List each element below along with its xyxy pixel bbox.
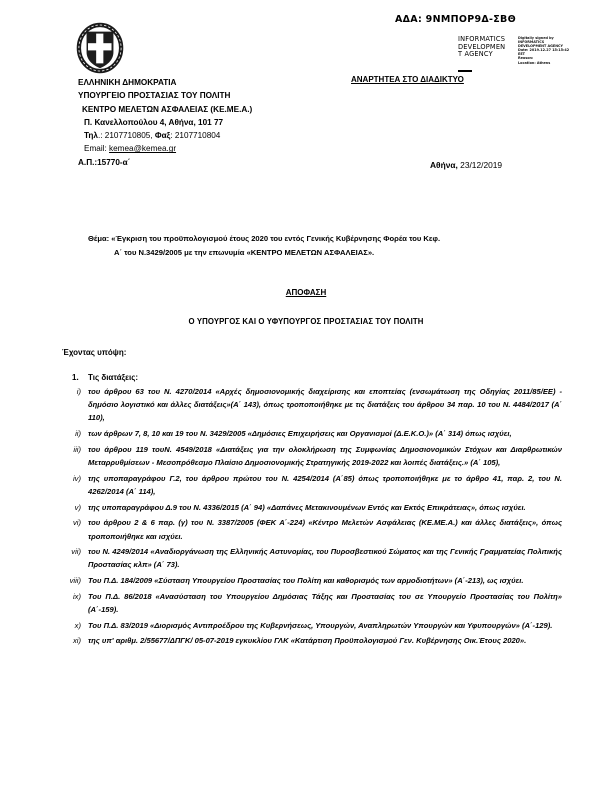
ada-code: ΑΔΑ: 9ΝΜΠΟΡ9Δ-ΣΒΘ bbox=[395, 14, 516, 25]
provision-item bbox=[62, 619, 562, 632]
signature-detail-line-5: EET bbox=[518, 52, 525, 57]
provisions-section bbox=[62, 373, 562, 650]
signature-detail-line-4: Date: 2019.12.27 15:15:42 bbox=[518, 48, 570, 53]
provision-item bbox=[62, 427, 562, 440]
provision-item bbox=[62, 545, 562, 571]
provision-item bbox=[62, 634, 562, 647]
provision-text: της υποπαραγράφου Δ.9 του Ν. 4336/2015 (Α΄ 94) «Δαπάνες Μετακινουμένων Εντός και Εκτός Επικράτειας», όπως ισχύει. bbox=[88, 502, 526, 512]
provision-item bbox=[62, 385, 562, 425]
provision-marker: vii) bbox=[71, 547, 81, 557]
provisions-number: 1. bbox=[72, 373, 79, 382]
signature-agency-line-2: DEVELOPMEN bbox=[458, 42, 506, 51]
provision-marker: viii) bbox=[69, 576, 81, 586]
fax-value: : 2107710804 bbox=[170, 131, 221, 141]
subject-line-2: Α΄ του Ν.3429/2005 με την επωνυμία «ΚΕΝΤΡΟ ΜΕΛΕΤΩΝ ΑΣΦΑΛΕΙΑΣ». bbox=[114, 248, 375, 257]
phone-label: Τηλ bbox=[84, 131, 98, 141]
letterhead bbox=[78, 76, 338, 169]
provision-text: των άρθρων 7, 8, 10 και 19 του Ν. 3429/2005 «Δημόσιες Επιχειρήσεις και Οργανισμοί (Δ.Ε.Κ.Ο.)» (Α΄ 314) όπως ισχύει, bbox=[88, 429, 512, 439]
signature-details bbox=[518, 36, 588, 65]
provisions-list bbox=[62, 385, 562, 648]
digital-signature-stamp bbox=[458, 36, 606, 65]
ministers-heading: Ο ΥΠΟΥΡΓΟΣ ΚΑΙ Ο ΥΦΥΠΟΥΡΓΟΣ ΠΡΟΣΤΑΣΙΑΣ ΤΟΥ ΠΟΛΙΤΗ bbox=[188, 317, 424, 326]
posted-online-notice: ΑΝΑΡΤΗΤΕΑ ΣΤΟ ΔΙΑΔΙΚΤΥΟ bbox=[351, 75, 464, 84]
provision-marker: xi) bbox=[72, 636, 81, 646]
letterhead-address: Π. Κανελλοπούλου 4, Αθήνα, 101 77 bbox=[84, 117, 224, 127]
protocol-label: Α.Π.: bbox=[78, 157, 98, 167]
provision-item bbox=[62, 574, 562, 587]
provision-item bbox=[62, 516, 562, 542]
letterhead-email bbox=[78, 142, 338, 155]
provision-text: Του Π.Δ. 86/2018 «Ανασύσταση του Υπουργείου Δημόσιας Τάξης και Προστασίας του σε Υπουργείο Προστασίας του Πολίτη» (Α΄-159). bbox=[88, 591, 562, 615]
signature-detail-line-1: Digitally signed by bbox=[518, 36, 554, 40]
provision-text: της υπ' αριθμ. 2/55677/ΔΠΓΚ/ 05-07-2019 εγκυκλίου ΓΛΚ «Κατάρτιση Προϋπολογισμού Γεν. Κυβέρνησης Οικ.Έτους 2020». bbox=[88, 636, 527, 646]
letterhead-ministry: ΥΠΟΥΡΓΕΙΟ ΠΡΟΣΤΑΣΙΑΣ ΤΟΥ ΠΟΛΙΤΗ bbox=[78, 91, 231, 101]
signature-detail-line-2: INFORMATICS bbox=[518, 40, 545, 45]
email-link[interactable]: kemea@kemea.gr bbox=[109, 144, 177, 154]
protocol-value: 15770-α΄ bbox=[97, 157, 131, 167]
provision-item bbox=[62, 443, 562, 469]
place-label: Αθήνα, bbox=[430, 160, 458, 170]
provision-text: Του Π.Δ. 184/2009 «Σύσταση Υπουργείου Προστασίας του Πολίτη και καθορισμός των αρμοδιοτήτων» (Α΄-213), ως ισχύει. bbox=[88, 576, 524, 586]
decision-heading: ΑΠΟΦΑΣΗ bbox=[285, 288, 327, 297]
hellenic-republic-coat-of-arms-icon bbox=[76, 22, 124, 74]
provision-marker: vi) bbox=[72, 518, 81, 528]
signature-underline bbox=[458, 70, 472, 72]
signature-detail-line-6: Reason: bbox=[518, 56, 534, 61]
email-label: Email: bbox=[84, 144, 110, 154]
provision-marker: iii) bbox=[73, 444, 81, 454]
signature-detail-line-7: Location: Athens bbox=[518, 60, 551, 65]
having-regard-label: Έχοντας υπόψη: bbox=[62, 348, 127, 357]
provision-marker: i) bbox=[76, 387, 81, 396]
provision-marker: v) bbox=[74, 502, 81, 512]
provision-text: του άρθρου 119 τουΝ. 4549/2018 «Διατάξεις για την ολοκλήρωση της Συμφωνίας Δημοσιονομικών Στόχων και Διαρθρωτικών Μεταρρυθμίσεων - Μεσοπρόθεσμο Πλαίσιο Δημοσιονομικής Στρατηγικής 2019-2022 και λοιπές διατάξεις.» (Α΄ 105), bbox=[88, 444, 562, 468]
signature-agency-line-1: INFORMATICS bbox=[458, 35, 506, 43]
provision-item bbox=[62, 472, 562, 498]
fax-label: Φαξ bbox=[154, 131, 171, 141]
provision-text: Του Π.Δ. 83/2019 «Διορισμός Αντιπροέδρου της Κυβερνήσεως, Υπουργών, Αναπληρωτών Υπουργών και Υφυπουργών» (Α΄-129). bbox=[88, 620, 553, 630]
provision-text: του Ν. 4249/2014 «Αναδιοργάνωση της Ελληνικής Αστυνομίας, του Πυροσβεστικού Σώματος και της Γενικής Γραμματείας Πολιτικής Προστασίας κλπ» (Α΄ 73). bbox=[88, 547, 562, 570]
subject-label: Θέμα: bbox=[88, 234, 110, 243]
provision-marker: ii) bbox=[75, 429, 81, 439]
provision-text: του άρθρου 2 & 6 παρ. (γ) του Ν. 3387/2005 (ΦΕΚ Α΄-224) «Κέντρο Μελετών Ασφάλειας (ΚΕ.ΜΕ.Α.) και άλλες διατάξεις», όπως τροποποιήθηκε και ισχύει. bbox=[88, 518, 562, 541]
date-value: 23/12/2019 bbox=[457, 160, 503, 170]
letterhead-phone-fax bbox=[78, 129, 338, 142]
provision-text: της υποπαραγράφου Γ.2, του άρθρου πρώτου του Ν. 4254/2014 (Α΄85) όπως τροποποιήθηκε με το άρθρο 41, παρ. 2, του Ν. 4262/2014 (Α΄ 114), bbox=[88, 473, 562, 496]
provision-text: του άρθρου 63 του Ν. 4270/2014 «Αρχές δημοσιονομικής διαχείρισης και εποπτείας (ενσωμάτωση της Οδηγίας 2011/85/ΕΕ) - δημόσιο λογιστικό και άλλες διατάξεις»(Α΄ 143), όπως τροποποιήθηκε με τις διατάξεις του άρθρου 34 παρ. 10 του Ν. 4484/2017 (Α΄ 110), bbox=[88, 387, 562, 423]
provision-item bbox=[62, 590, 562, 616]
letterhead-republic: ΕΛΛΗΝΙΚΗ ΔΗΜΟΚΡΑΤΙΑ bbox=[78, 78, 177, 87]
letterhead-protocol bbox=[78, 156, 338, 169]
signature-detail-line-3: DEVELOPMENT AGENCY bbox=[518, 44, 564, 49]
provision-marker: iv) bbox=[72, 473, 81, 483]
provisions-title: Τις διατάξεις: bbox=[88, 373, 139, 382]
subject-line-1: «Έγκριση του προϋπολογισμού έτους 2020 του εντός Γενικής Κυβέρνησης Φορέα του Κεφ. bbox=[109, 234, 441, 243]
provision-marker: ix) bbox=[72, 591, 81, 601]
signature-agency-name bbox=[458, 36, 514, 59]
subject-block bbox=[88, 232, 554, 260]
place-and-date bbox=[430, 160, 502, 170]
provision-marker: x) bbox=[74, 620, 81, 630]
letterhead-center: ΚΕΝΤΡΟ ΜΕΛΕΤΩΝ ΑΣΦΑΛΕΙΑΣ (ΚΕ.ΜΕ.Α.) bbox=[82, 104, 253, 114]
provision-item bbox=[62, 501, 562, 514]
phone-value: .: 2107710805, bbox=[97, 131, 155, 141]
provisions-heading bbox=[62, 373, 562, 382]
signature-agency-line-3: T AGENCY bbox=[458, 50, 493, 59]
